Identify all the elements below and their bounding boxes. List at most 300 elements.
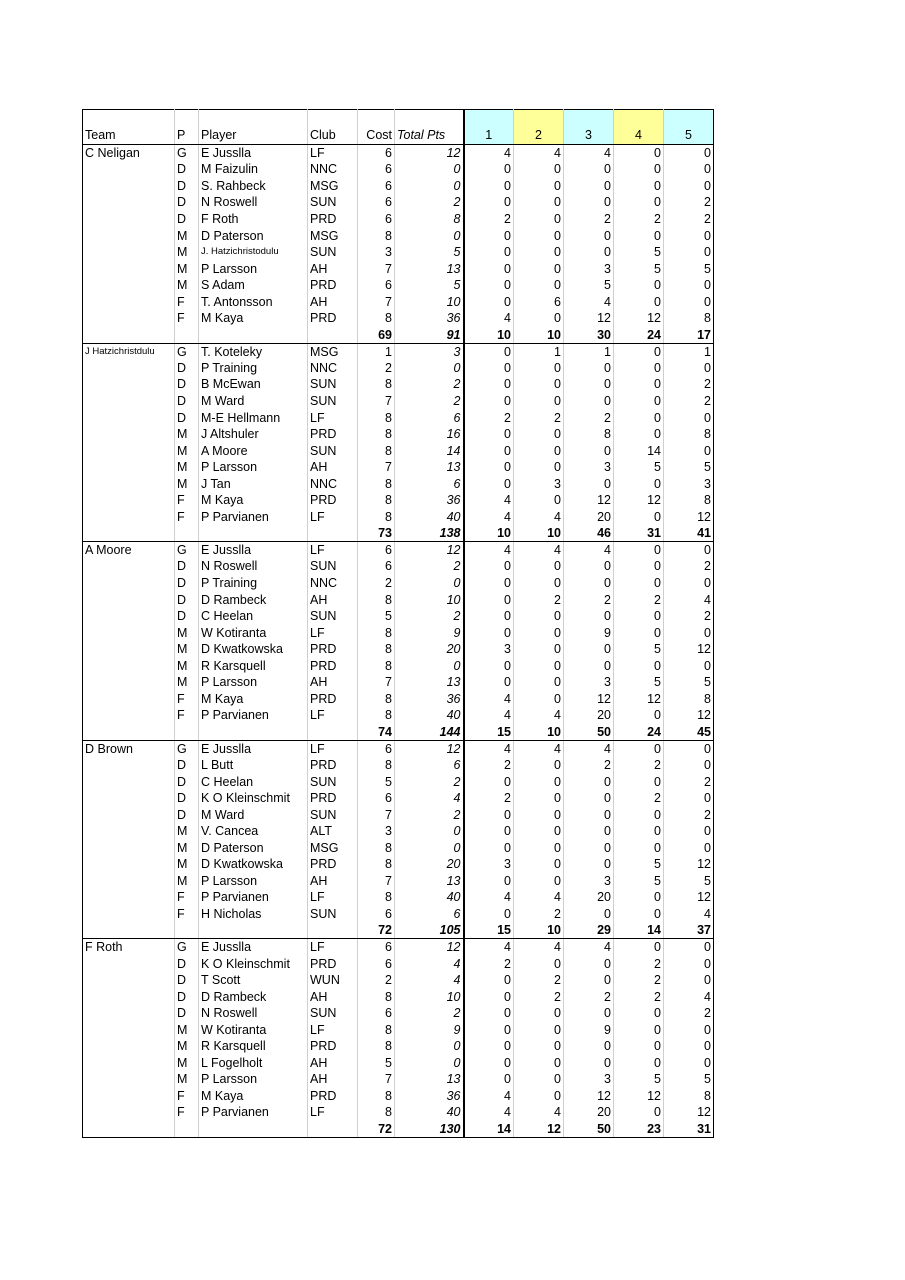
round-3: 4	[564, 293, 614, 310]
table-row	[83, 509, 714, 526]
table-row	[83, 393, 714, 410]
round-3: 0	[564, 393, 614, 410]
club: MSG	[308, 227, 358, 244]
round-5: 5	[664, 459, 714, 476]
round-3: 1	[564, 343, 614, 360]
table-row	[83, 360, 714, 377]
total-pts: 14	[395, 442, 464, 459]
team-cell	[83, 211, 175, 228]
round-4: 12	[614, 691, 664, 708]
table-row	[83, 657, 714, 674]
position: M	[175, 459, 199, 476]
player-name: M Ward	[199, 393, 308, 410]
total-cost: 72	[358, 1121, 395, 1138]
round-2: 0	[514, 211, 564, 228]
total-pts: 0	[395, 575, 464, 592]
team-cell	[83, 608, 175, 625]
club: AH	[308, 459, 358, 476]
round-5: 0	[664, 1021, 714, 1038]
round-5: 8	[664, 1088, 714, 1105]
team-cell	[83, 409, 175, 426]
position: M	[175, 674, 199, 691]
round-4: 2	[614, 988, 664, 1005]
total-pts: 2	[395, 608, 464, 625]
position: D	[175, 161, 199, 178]
team-cell	[83, 475, 175, 492]
empty-cell	[175, 724, 199, 741]
round-4: 0	[614, 542, 664, 559]
round-3: 20	[564, 889, 614, 906]
club: ALT	[308, 823, 358, 840]
round-1: 0	[464, 873, 514, 890]
round-3: 0	[564, 178, 614, 195]
total-pts: 4	[395, 955, 464, 972]
club: LF	[308, 939, 358, 956]
round-4: 0	[614, 293, 664, 310]
team-total-row	[83, 1121, 714, 1138]
total-pts: 16	[395, 426, 464, 443]
table-row	[83, 293, 714, 310]
header-round-3: 3	[564, 110, 614, 145]
position: D	[175, 757, 199, 774]
club: SUN	[308, 806, 358, 823]
player-name: P Parvianen	[199, 889, 308, 906]
header-player: Player	[199, 110, 308, 145]
round-2: 4	[514, 707, 564, 724]
team-total-row	[83, 327, 714, 344]
table-row	[83, 194, 714, 211]
empty-cell	[199, 327, 308, 344]
round-5: 8	[664, 310, 714, 327]
round-5: 12	[664, 509, 714, 526]
player-name: M Kaya	[199, 492, 308, 509]
round-4: 0	[614, 1055, 664, 1072]
round-4: 0	[614, 409, 664, 426]
round-3: 0	[564, 773, 614, 790]
round-5: 0	[664, 790, 714, 807]
player-name: V. Cancea	[199, 823, 308, 840]
round-5: 8	[664, 492, 714, 509]
round-2: 0	[514, 691, 564, 708]
round-3: 0	[564, 823, 614, 840]
team-cell	[83, 178, 175, 195]
round-3: 3	[564, 1071, 614, 1088]
position: G	[175, 145, 199, 162]
empty-cell	[175, 525, 199, 542]
position: M	[175, 227, 199, 244]
round-2: 0	[514, 558, 564, 575]
table-row	[83, 475, 714, 492]
player-name: P Larsson	[199, 260, 308, 277]
total-pts: 12	[395, 145, 464, 162]
round-5-sum: 41	[664, 525, 714, 542]
round-3: 2	[564, 757, 614, 774]
round-5: 2	[664, 376, 714, 393]
round-2: 0	[514, 360, 564, 377]
total-pts: 0	[395, 1038, 464, 1055]
round-4: 0	[614, 1104, 664, 1121]
round-5: 0	[664, 145, 714, 162]
club: MSG	[308, 839, 358, 856]
round-1: 0	[464, 1055, 514, 1072]
total-pts: 10	[395, 293, 464, 310]
round-3: 0	[564, 641, 614, 658]
empty-cell	[175, 922, 199, 939]
table-row	[83, 707, 714, 724]
team-name: D Brown	[83, 740, 175, 757]
round-4: 0	[614, 343, 664, 360]
player-name: E Jusslla	[199, 145, 308, 162]
round-1: 0	[464, 674, 514, 691]
player-name: M Kaya	[199, 1088, 308, 1105]
round-4: 12	[614, 492, 664, 509]
player-name: P Parvianen	[199, 707, 308, 724]
table-row	[83, 608, 714, 625]
team-cell	[83, 194, 175, 211]
club: AH	[308, 988, 358, 1005]
round-2: 4	[514, 889, 564, 906]
table-row	[83, 591, 714, 608]
player-name: E Jusslla	[199, 740, 308, 757]
player-name: R Karsquell	[199, 657, 308, 674]
round-2: 0	[514, 657, 564, 674]
table-row	[83, 773, 714, 790]
round-2: 0	[514, 955, 564, 972]
cost: 1	[358, 343, 395, 360]
round-4: 0	[614, 145, 664, 162]
club: MSG	[308, 343, 358, 360]
cost: 8	[358, 624, 395, 641]
club: PRD	[308, 955, 358, 972]
round-2: 0	[514, 641, 564, 658]
club: SUN	[308, 442, 358, 459]
team-cell	[83, 873, 175, 890]
round-5: 0	[664, 409, 714, 426]
team-cell	[83, 757, 175, 774]
team-cell	[83, 161, 175, 178]
position: D	[175, 360, 199, 377]
total-pts: 4	[395, 790, 464, 807]
team-cell	[83, 1088, 175, 1105]
round-3: 0	[564, 790, 614, 807]
club: PRD	[308, 856, 358, 873]
cost: 8	[358, 227, 395, 244]
round-2: 0	[514, 161, 564, 178]
empty-cell	[199, 1121, 308, 1138]
round-1: 4	[464, 509, 514, 526]
round-2: 0	[514, 277, 564, 294]
cost: 8	[358, 707, 395, 724]
table-row	[83, 1021, 714, 1038]
round-4: 2	[614, 757, 664, 774]
round-2: 0	[514, 310, 564, 327]
round-4: 5	[614, 674, 664, 691]
table-row	[83, 227, 714, 244]
round-4-sum: 23	[614, 1121, 664, 1138]
round-4: 12	[614, 310, 664, 327]
cost: 8	[358, 856, 395, 873]
team-cell	[83, 856, 175, 873]
round-4: 5	[614, 260, 664, 277]
round-4: 0	[614, 509, 664, 526]
round-4: 0	[614, 624, 664, 641]
round-4: 0	[614, 657, 664, 674]
club: WUN	[308, 972, 358, 989]
position: F	[175, 509, 199, 526]
position: D	[175, 608, 199, 625]
cost: 7	[358, 674, 395, 691]
team-cell	[83, 376, 175, 393]
table-row	[83, 492, 714, 509]
cost: 8	[358, 988, 395, 1005]
round-1: 0	[464, 293, 514, 310]
round-2: 3	[514, 475, 564, 492]
cost: 8	[358, 1021, 395, 1038]
cost: 6	[358, 790, 395, 807]
position: D	[175, 955, 199, 972]
total-cost: 72	[358, 922, 395, 939]
cost: 3	[358, 244, 395, 261]
player-name: N Roswell	[199, 558, 308, 575]
total-pts: 20	[395, 641, 464, 658]
cost: 8	[358, 839, 395, 856]
round-2: 0	[514, 227, 564, 244]
round-5: 0	[664, 1038, 714, 1055]
round-1: 4	[464, 145, 514, 162]
round-4-sum: 24	[614, 724, 664, 741]
club: SUN	[308, 773, 358, 790]
empty-cell	[308, 1121, 358, 1138]
cost: 5	[358, 773, 395, 790]
round-1: 0	[464, 178, 514, 195]
round-5: 2	[664, 211, 714, 228]
total-pts-sum: 144	[395, 724, 464, 741]
round-4: 0	[614, 376, 664, 393]
header-position: P	[175, 110, 199, 145]
cost: 6	[358, 955, 395, 972]
round-2: 2	[514, 972, 564, 989]
total-cost: 69	[358, 327, 395, 344]
total-pts: 20	[395, 856, 464, 873]
team-cell	[83, 509, 175, 526]
table-row	[83, 244, 714, 261]
table-row	[83, 691, 714, 708]
player-name: R Karsquell	[199, 1038, 308, 1055]
round-1: 0	[464, 988, 514, 1005]
total-pts: 36	[395, 310, 464, 327]
table-row	[83, 558, 714, 575]
empty-cell	[308, 327, 358, 344]
table-row	[83, 310, 714, 327]
round-4: 2	[614, 790, 664, 807]
club: AH	[308, 1071, 358, 1088]
round-4: 0	[614, 823, 664, 840]
player-name: D Rambeck	[199, 988, 308, 1005]
position: F	[175, 310, 199, 327]
position: M	[175, 277, 199, 294]
total-pts: 3	[395, 343, 464, 360]
team-cell	[83, 293, 175, 310]
round-4: 14	[614, 442, 664, 459]
round-4-sum: 24	[614, 327, 664, 344]
round-1: 2	[464, 211, 514, 228]
team-cell	[83, 988, 175, 1005]
round-3: 0	[564, 972, 614, 989]
club: PRD	[308, 641, 358, 658]
round-2: 0	[514, 823, 564, 840]
total-pts: 36	[395, 1088, 464, 1105]
round-2: 4	[514, 509, 564, 526]
round-2: 0	[514, 839, 564, 856]
round-4: 0	[614, 839, 664, 856]
round-2: 4	[514, 939, 564, 956]
table-body	[83, 145, 714, 1138]
round-2-sum: 12	[514, 1121, 564, 1138]
team-cell	[83, 674, 175, 691]
round-3: 3	[564, 260, 614, 277]
round-3: 2	[564, 211, 614, 228]
round-5: 4	[664, 906, 714, 923]
total-pts: 13	[395, 674, 464, 691]
club: SUN	[308, 1005, 358, 1022]
round-4: 0	[614, 707, 664, 724]
player-name: M Kaya	[199, 691, 308, 708]
round-3: 12	[564, 1088, 614, 1105]
team-cell	[83, 260, 175, 277]
round-3: 0	[564, 194, 614, 211]
round-5: 0	[664, 955, 714, 972]
round-5-sum: 37	[664, 922, 714, 939]
team-cell	[83, 360, 175, 377]
total-pts: 0	[395, 161, 464, 178]
cost: 8	[358, 492, 395, 509]
total-pts: 36	[395, 492, 464, 509]
round-2: 0	[514, 1088, 564, 1105]
round-2: 0	[514, 194, 564, 211]
total-pts-sum: 105	[395, 922, 464, 939]
round-3: 12	[564, 310, 614, 327]
round-5: 2	[664, 608, 714, 625]
table-row	[83, 211, 714, 228]
position: D	[175, 806, 199, 823]
round-1: 0	[464, 442, 514, 459]
header-row	[83, 110, 714, 145]
round-2: 6	[514, 293, 564, 310]
total-pts: 8	[395, 211, 464, 228]
total-pts: 13	[395, 1071, 464, 1088]
round-5: 0	[664, 442, 714, 459]
round-3: 0	[564, 806, 614, 823]
round-1: 2	[464, 955, 514, 972]
position: M	[175, 260, 199, 277]
table-row	[83, 161, 714, 178]
table-row	[83, 972, 714, 989]
player-name: M Kaya	[199, 310, 308, 327]
round-3: 9	[564, 1021, 614, 1038]
position: M	[175, 657, 199, 674]
round-3: 3	[564, 459, 614, 476]
club: SUN	[308, 558, 358, 575]
round-3: 0	[564, 906, 614, 923]
empty-cell	[83, 1121, 175, 1138]
round-2: 4	[514, 542, 564, 559]
team-cell	[83, 1055, 175, 1072]
round-1: 0	[464, 972, 514, 989]
round-1: 4	[464, 310, 514, 327]
round-2: 0	[514, 608, 564, 625]
cost: 6	[358, 542, 395, 559]
round-1: 0	[464, 624, 514, 641]
total-pts: 40	[395, 509, 464, 526]
round-1: 0	[464, 1071, 514, 1088]
position: F	[175, 293, 199, 310]
round-1: 0	[464, 558, 514, 575]
player-name: S. Rahbeck	[199, 178, 308, 195]
position: M	[175, 442, 199, 459]
player-name: T. Antonsson	[199, 293, 308, 310]
round-2: 0	[514, 873, 564, 890]
cost: 8	[358, 442, 395, 459]
player-name: P Parvianen	[199, 509, 308, 526]
position: M	[175, 856, 199, 873]
cost: 6	[358, 1005, 395, 1022]
club: LF	[308, 624, 358, 641]
table-row	[83, 145, 714, 162]
team-cell	[83, 227, 175, 244]
round-1: 4	[464, 707, 514, 724]
player-name: T Scott	[199, 972, 308, 989]
player-name: D Rambeck	[199, 591, 308, 608]
total-pts: 5	[395, 277, 464, 294]
round-2: 2	[514, 906, 564, 923]
total-pts: 4	[395, 972, 464, 989]
table-row	[83, 376, 714, 393]
empty-cell	[83, 327, 175, 344]
total-pts: 13	[395, 459, 464, 476]
team-cell	[83, 889, 175, 906]
round-1: 4	[464, 492, 514, 509]
table-row	[83, 1038, 714, 1055]
player-name: M Faizulin	[199, 161, 308, 178]
empty-cell	[308, 724, 358, 741]
club: PRD	[308, 1088, 358, 1105]
position: D	[175, 178, 199, 195]
round-2: 1	[514, 343, 564, 360]
round-1: 0	[464, 459, 514, 476]
team-cell	[83, 1021, 175, 1038]
player-name: J Altshuler	[199, 426, 308, 443]
round-5: 8	[664, 426, 714, 443]
team-name: A Moore	[83, 542, 175, 559]
round-5: 0	[664, 244, 714, 261]
total-pts: 0	[395, 839, 464, 856]
player-name: P Larsson	[199, 674, 308, 691]
table-row	[83, 641, 714, 658]
total-cost: 73	[358, 525, 395, 542]
round-3: 4	[564, 145, 614, 162]
team-cell	[83, 591, 175, 608]
round-3: 0	[564, 1038, 614, 1055]
round-3: 8	[564, 426, 614, 443]
round-5: 2	[664, 194, 714, 211]
team-cell	[83, 277, 175, 294]
round-5: 0	[664, 657, 714, 674]
position: F	[175, 1088, 199, 1105]
round-5: 0	[664, 293, 714, 310]
position: D	[175, 409, 199, 426]
round-3: 0	[564, 376, 614, 393]
round-3: 0	[564, 442, 614, 459]
